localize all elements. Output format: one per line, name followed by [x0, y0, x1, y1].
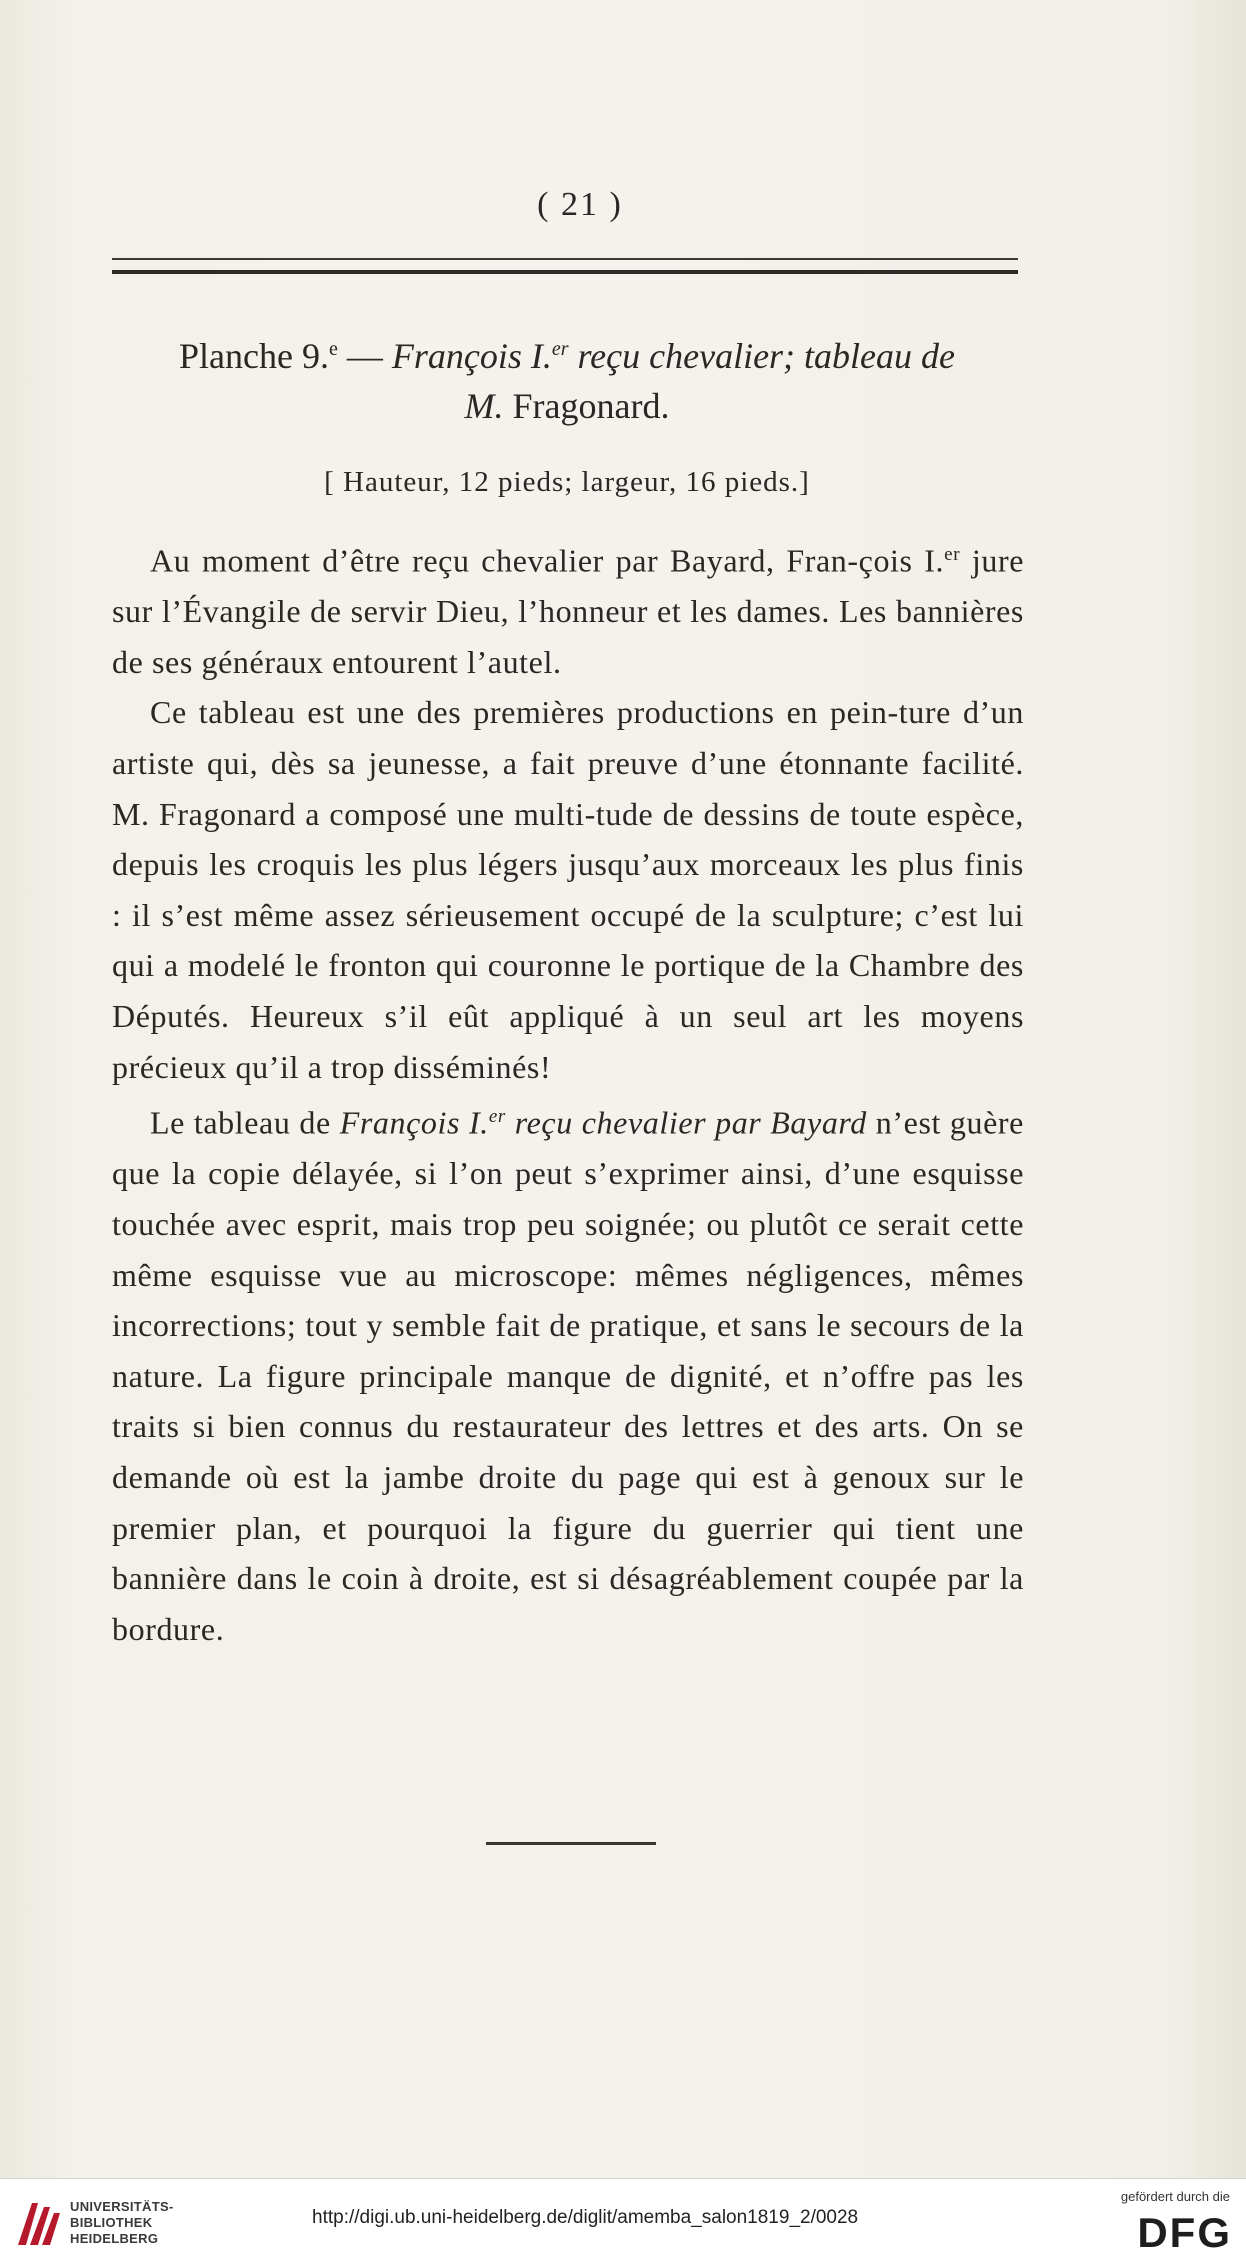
page-number: ( 21 ) [537, 186, 623, 223]
paragraph-3-italic: François I. [339, 1104, 489, 1141]
library-line-2: BIBLIOTHEK [70, 2215, 153, 2230]
paragraph-1 [112, 530, 1024, 687]
body-text [112, 530, 1024, 1654]
paragraph-3-part-b: n’est guère que la copie délayée, si l’on peut s’exprimer ainsi, d’une esquisse touchée avec esprit, mais trop peu soignée; ou plutôt ce serait cette même esquisse vue au microscope: mêmes négligences, mêmes incorrections; tout y semble fait de pratique, et sans le secours de la nature. La figure principale manque de dignité, et n’offre pas les traits si bien connus du restaurateur des lettres et des arts. On se demande où est la jambe droite du page qui est à genoux sur le premier plan, et pourquoi la figure du guerrier qui tient une bannière dans le coin à droite, est si désagréablement coupée par la bordure. [112, 1104, 1024, 1647]
paragraph-1-part-b: jure sur l’Évangile de servir Dieu, l’honneur et les dames. Les bannières de ses généraux entourent l’autel. [112, 542, 1024, 680]
title-prefix: Planche 9. [178, 336, 329, 376]
header-double-rule [112, 258, 1018, 274]
painting-dimensions: [ Hauteur, 12 pieds; largeur, 16 pieds.] [324, 466, 810, 498]
section-end-rule [486, 1842, 656, 1845]
title-italic-sup: er [551, 338, 569, 360]
library-line-3: HEIDELBERG [70, 2231, 159, 2246]
library-line-1: UNIVERSITÄTS- [70, 2199, 174, 2214]
paragraph-1-part-a: Au moment d’être reçu chevalier par Bayard, Fran-çois I. [150, 542, 945, 579]
paragraph-1-sup: er [944, 544, 961, 565]
title-italic-rest: reçu chevalier; tableau de [568, 336, 956, 376]
title-italic-m: M. [464, 386, 504, 426]
title-prefix-sup: e [328, 338, 338, 360]
dfg-logo: DFG [1137, 2209, 1232, 2256]
title-dash: — [337, 336, 392, 376]
title-painter: Fragonard. [503, 386, 670, 426]
plate-title [112, 324, 1022, 431]
university-seal-icon [14, 2197, 64, 2249]
title-italic-name: François I. [391, 336, 552, 376]
paragraph-3 [112, 1092, 1024, 1654]
library-name [70, 2199, 174, 2247]
paragraph-3-sup: er [488, 1106, 506, 1128]
digitization-footer [0, 2178, 1246, 2266]
funded-by-label: gefördert durch die [1120, 2189, 1230, 2204]
paragraph-2: Ce tableau est une des premières productions en pein-ture d’un artiste qui, dès sa jeunesse, a fait preuve d’une étonnante facilité. M. Fragonard a composé une multi-tude de dessins de toute espèce, depuis les croquis les plus légers jusqu’aux morceaux les plus finis : il s’est même assez sérieusement occupé de la sculpture; c’est lui qui a modelé le fronton qui couronne le portique de la Chambre des Députés. Heureux s’il eût appliqué à un seul art les moyens précieux qu’il a trop disséminés! [112, 694, 1024, 1085]
paragraph-3-italic-b: reçu chevalier par Bayard [505, 1104, 867, 1141]
permalink-url[interactable]: http://digi.ub.uni-heidelberg.de/diglit/amemba_salon1819_2/0028 [312, 2207, 859, 2228]
paragraph-3-part-a: Le tableau de [150, 1104, 340, 1141]
